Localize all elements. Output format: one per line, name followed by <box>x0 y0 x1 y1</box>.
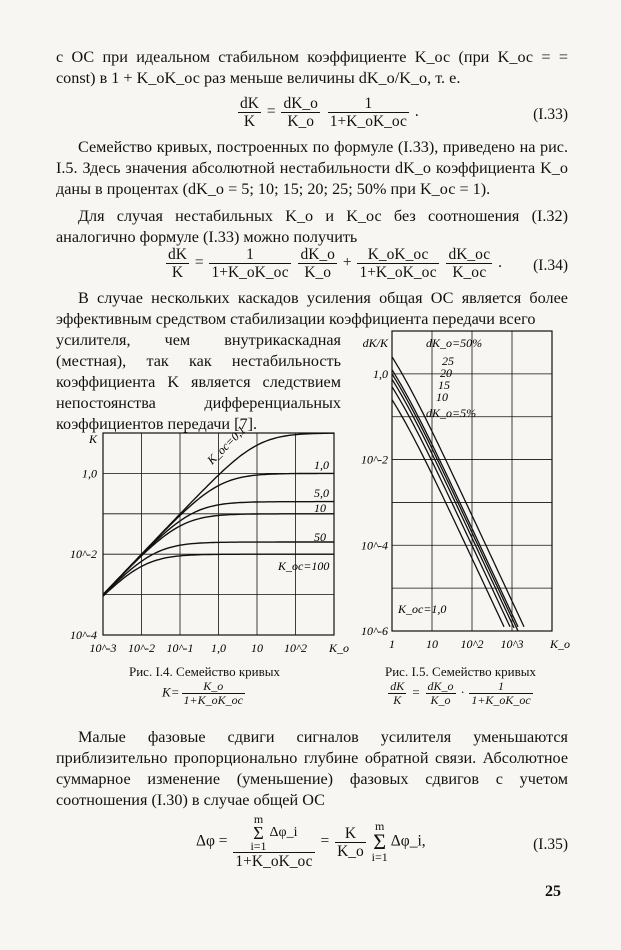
x-tick-label: 10^-2 <box>127 641 156 655</box>
fig4-caption-text: Рис. I.4. Семейство кривых <box>129 664 280 679</box>
eq135-sum2-bot: i=1 <box>371 850 388 864</box>
y-tick-label: 1,0 <box>373 366 388 381</box>
eq133-a-num: dK_о <box>283 95 318 112</box>
x-tick-label: 10^2 <box>460 637 484 651</box>
eq134-plus: + <box>342 254 352 272</box>
x-tick-label: 10 <box>251 641 263 655</box>
fig5-a-den: K_о <box>430 693 451 707</box>
x-tick-label: 10^-3 <box>89 641 117 655</box>
series-label: 15 <box>438 378 450 392</box>
fig5-b-den: 1+K_оK_ос <box>471 693 531 707</box>
series-label: K_ос=100 <box>278 559 330 573</box>
x-tick-label: 10 <box>426 637 438 651</box>
y-tick-label: 10^-4 <box>69 628 97 642</box>
eq134-c-num: K_оK_ос <box>357 246 438 264</box>
x-tick-label: K_о <box>328 641 350 655</box>
series-label: 25 <box>442 354 454 368</box>
series-label: dK_о=50% <box>426 336 483 350</box>
eq135-sum-sym: Σ <box>253 823 264 843</box>
equation-number-1-35: (I.35) <box>533 836 568 853</box>
fig5-lhs-num: dK <box>390 679 405 693</box>
paragraph-3: Для случая нестабильных K_о и K_ос без соотношения (I.32) аналогично формуле (I.33) можно получить <box>56 207 568 246</box>
series-label: 10 <box>314 501 326 515</box>
fig4-formula-lhs: K= <box>162 684 180 700</box>
equation-1-35 <box>56 808 568 878</box>
eq135-sum2-term: Δφ_i, <box>390 832 426 850</box>
eq135-sum2-sym: Σ <box>373 829 387 854</box>
fig4-formula-num: K_о <box>182 680 245 694</box>
y-tick-label: dK/K <box>362 336 388 350</box>
series-label: 50 <box>314 530 326 544</box>
paragraph-4-side: усилителя, чем внутрикаскадная (местная), так как нестабильность коэффициента K является следствием непостоянства дифференциальных коэффициентов передачи [7]. <box>56 331 341 433</box>
eq134-d-num: dK_ос <box>448 246 491 263</box>
series-label: 20 <box>440 366 452 380</box>
eq135-k-den: K_о <box>337 842 364 860</box>
eq135-sum-top: m <box>253 812 264 826</box>
figure-1-4-caption <box>82 664 327 707</box>
eq135-den: 1+K_оK_ос <box>235 853 313 870</box>
eq133-equals: = <box>266 103 276 121</box>
eq133-lhs-num: dK <box>240 95 259 112</box>
eq135-lhs: Δφ = <box>196 832 228 850</box>
series-label: dK_о=5% <box>426 406 477 420</box>
eq135-sum2-top: m <box>375 819 385 833</box>
eq134-a-num: 1 <box>209 246 290 264</box>
fig5-b-num: 1 <box>469 680 532 694</box>
figure-1-5-caption <box>358 664 563 707</box>
eq134-a-den: 1+K_оK_ос <box>211 264 289 281</box>
y-tick-label: 10^-2 <box>360 452 388 467</box>
series-label: K_ос=0,1 <box>204 422 249 468</box>
fig4-formula-den: 1+K_оK_ос <box>183 693 243 707</box>
x-tick-label: 10^3 <box>500 637 524 651</box>
eq133-a-den: K_о <box>287 113 315 130</box>
eq134-lhs-num: dK <box>168 246 187 263</box>
eq133-dot: . <box>414 103 419 121</box>
eq134-d-den: K_ос <box>452 264 487 281</box>
eq135-sum-term: Δφ_i <box>269 824 298 840</box>
page-number: 25 <box>545 883 561 900</box>
eq135-equals: = <box>320 832 330 850</box>
paragraph-1: с ОС при идеальном стабильном коэффициенте K_ос (при K_ос = = const) в 1 + K_оK_ос раз меньше величины dK_о/K_о, т. е. <box>56 48 568 87</box>
equation-1-34 <box>56 246 568 286</box>
x-tick-label: 10^2 <box>283 641 308 655</box>
paragraph-5: Малые фазовые сдвиги сигналов усилителя уменьшаются приблизительно пропорционально глубине обратной связи. Абсолютное суммарное изменение (уменьшение) фазовых сдвигов с учетом соотношения (I.30) в случае общей ОС <box>56 728 568 809</box>
x-tick-label: 1 <box>389 637 395 651</box>
chart-annotation: K_ос=1,0 <box>398 602 447 616</box>
fig5-dot: · <box>460 684 465 700</box>
eq135-sum-bot: i=1 <box>250 839 267 853</box>
series-curve <box>392 400 504 627</box>
eq134-equals: = <box>194 254 204 272</box>
series-label: 5,0 <box>314 486 329 500</box>
series-curve <box>392 387 510 627</box>
paragraph-2: Семейство кривых, построенных по формуле (I.33), приведено на рис. I.5. Здесь значения абсолютной нестабильности dK_о коэффициента K_о даны в процентах (dK_о = 5; 10; 15; 20; 25; 50% при K_ос = 1). <box>56 138 568 198</box>
y-tick-label: 1,0 <box>82 466 97 481</box>
eq135-k-num: K <box>335 825 366 843</box>
y-tick-label: 10^-2 <box>69 547 97 562</box>
equation-1-33 <box>56 95 568 135</box>
eq134-b-den: K_о <box>304 264 332 281</box>
eq133-b-num: 1 <box>328 95 409 113</box>
fig5-eq: = <box>411 684 421 700</box>
equation-number-1-34: (I.34) <box>533 257 568 274</box>
eq133-lhs-den: K <box>243 113 256 130</box>
x-tick-label: 1,0 <box>211 641 226 655</box>
y-tick-label: 10^-4 <box>360 538 388 553</box>
fig5-a-num: dK_о <box>427 679 454 693</box>
fig5-caption-text: Рис. I.5. Семейство кривых <box>385 664 536 679</box>
fig5-lhs-den: K <box>393 693 402 707</box>
y-tick-label: K <box>88 432 97 446</box>
eq133-b-den: 1+K_оK_ос <box>329 113 407 130</box>
figure-1-5 <box>352 325 571 660</box>
series-label: 1,0 <box>314 458 329 472</box>
series-curve <box>392 357 524 627</box>
eq134-c-den: 1+K_оK_ос <box>359 264 437 281</box>
eq134-b-num: dK_о <box>300 246 335 263</box>
equation-number-1-33: (I.33) <box>533 106 568 123</box>
series-label: 10 <box>436 390 448 404</box>
x-tick-label: 10^-1 <box>166 641 194 655</box>
figure-1-4 <box>58 422 350 660</box>
paragraph-4: В случае нескольких каскадов усиления общая ОС является более эффективным средством стабилизации коэффициента передачи всего <box>56 289 568 328</box>
y-tick-label: 10^-6 <box>360 624 388 638</box>
eq134-dot: . <box>498 254 502 272</box>
x-tick-label: K_о <box>549 637 571 651</box>
eq134-lhs-den: K <box>171 264 184 281</box>
